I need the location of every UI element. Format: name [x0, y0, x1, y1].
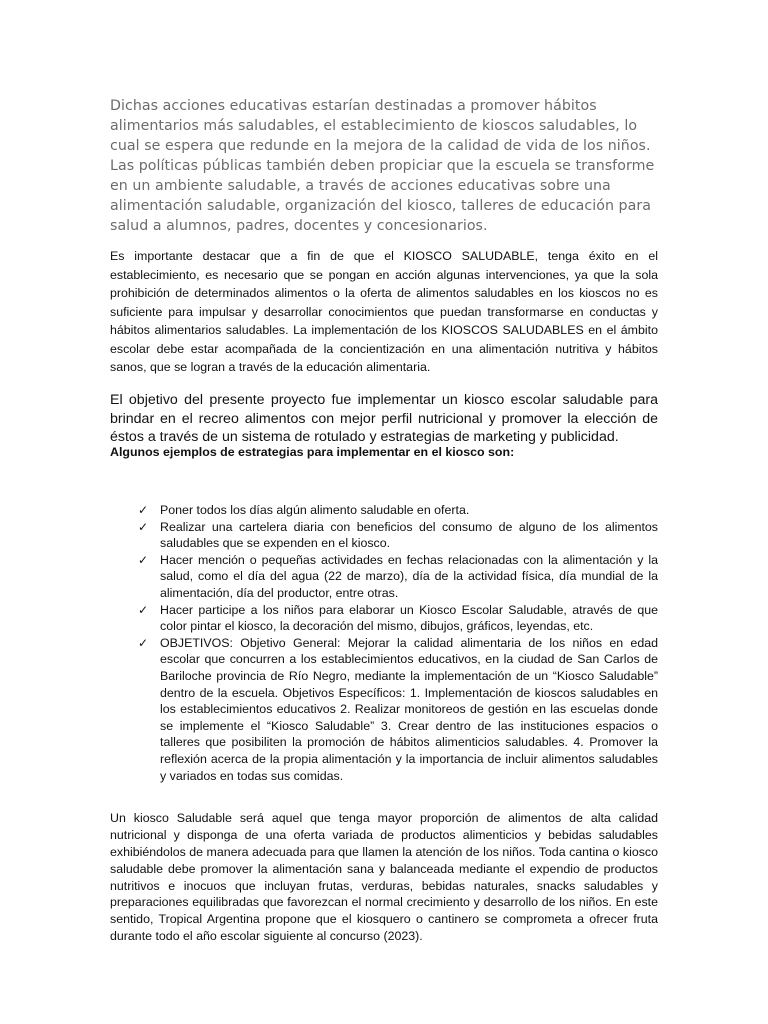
checkmark-icon: ✓ [138, 503, 149, 517]
list-item-text: Realizar una cartelera diaria con beneficios del consumo de alguno de los alimentos saludables que se expenden en el kiosco. [160, 519, 658, 551]
list-item [138, 602, 658, 635]
strategies-heading: Algunos ejemplos de estrategias para implementar en el kiosco son: [110, 445, 515, 459]
list-item [138, 502, 658, 519]
closing-paragraph: Un kiosco Saludable será aquel que tenga mayor proporción de alimentos de alta calidad nutricional y disponga de una oferta variada de productos alimenticios y bebidas saludables exhibiéndolos de manera adecuada para que llamen la atención de los niños. Toda cantina o kiosco saludable debe promover la alimentación sana y balanceada mediante el expendio de productos nutritivos e inocuos que incluyan frutas, verduras, bebidas naturales, snacks saludables y preparaciones equilibradas que favorezcan el normal crecimiento y desarrollo de los niños. En este sentido, Tropical Argentina propone que el kiosquero o cantinero se comprometa a ofrecer fruta durante todo el año escolar siguiente al concurso (2023). [110, 811, 658, 943]
list-item-text: Hacer mención o pequeñas actividades en fechas relacionadas con la alimentación y la salud, como el día del agua (22 de marzo), día de la actividad física, día mundial de la alimentación, día del productor, entre otras. [160, 552, 658, 600]
intro-paragraph: Dichas acciones educativas estarían destinadas a promover hábitos alimentarios más saludables, el establecimiento de kioscos saludables, lo cual se espera que redunde en la mejora de la calidad de vida de los niños. Las políticas públicas también deben propiciar que la escuela se transforme en un ambiente saludable, a través de acciones educativas sobre una alimentación saludable, organización del kiosco, talleres de educación para salud a alumnos, padres, docentes y concesionarios. [110, 98, 655, 235]
list-item [138, 519, 658, 552]
list-item-text: OBJETIVOS: Objetivo General: Mejorar la calidad alimentaria de los niños en edad escolar que concurren a los establecimientos educativos, en la ciudad de San Carlos de Bariloche provincia de Río Negro, mediante la implementación de un “Kiosco Saludable” dentro de la escuela. Objetivos Específicos: 1. Implementación de kioscos saludables en los establecimientos educativos 2. Realizar monitoreos de gestión en las escuelas donde se implemente el “Kiosco Saludable” 3. Crear dentro de las instituciones espacios o talleres que posibiliten la promoción de hábitos alimenticios saludables. 4. Promover la reflexión acerca de la propia alimentación y la importancia de incluir alimentos saludables y variados en todas sus comidas. [160, 635, 658, 783]
checkmark-icon: ✓ [138, 519, 149, 534]
list-item [138, 552, 658, 602]
objective-paragraph: El objetivo del presente proyecto fue implementar un kiosco escolar saludable para brindar en el recreo alimentos con mejor perfil nutricional y promover la elección de éstos a través de un sistema de rotulado y estrategias de marketing y publicidad. [110, 392, 658, 446]
list-item-text: Hacer participe a los niños para elaborar un Kiosco Escolar Saludable, através de que color pintar el kiosco, la decoración del mismo, dibujos, gráficos, leyendas, etc. [160, 602, 658, 634]
checkmark-icon: ✓ [138, 602, 149, 617]
checkmark-icon: ✓ [138, 552, 149, 567]
importance-paragraph: Es importante destacar que a fin de que el KIOSCO SALUDABLE, tenga éxito en el establecimiento, es necesario que se pongan en acción algunas intervenciones, ya que la sola prohibición de determinados alimentos o la oferta de alimentos saludables en los kioscos no es suficiente para impulsar y desarrollar conocimientos que puedan transformarse en conductas y hábitos alimentarios saludables. La implementación de los KIOSCOS SALUDABLES en el ámbito escolar debe estar acompañada de la concientización en una alimentación nutritiva y hábitos sanos, que se logran a través de la educación alimentaria. [110, 249, 658, 375]
strategies-list [138, 502, 658, 784]
checkmark-icon: ✓ [138, 635, 149, 650]
list-item [138, 635, 658, 784]
list-item-text: Poner todos los días algún alimento saludable en oferta. [160, 503, 470, 517]
